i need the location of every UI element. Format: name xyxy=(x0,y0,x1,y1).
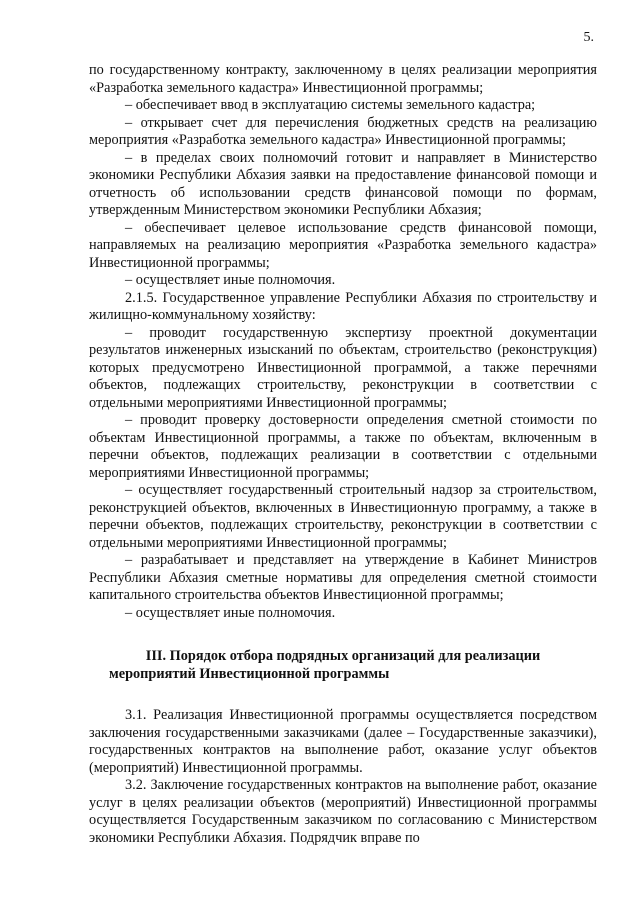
paragraphs-bottom xyxy=(89,707,597,847)
paragraph: 2.1.5. Государственное управление Республики Абхазия по строительству и жилищно-коммунальному хозяйству: xyxy=(89,289,597,323)
page-number: 5. xyxy=(583,30,594,45)
document-body xyxy=(89,62,597,847)
paragraph: 3.1. Реализация Инвестиционной программы осуществляется посредством заключения государственными заказчиками (далее – Государственные заказчики), государственных контрактов на выполнение работ, оказание услуг объектов (мероприятий) Инвестиционной программы. xyxy=(89,707,597,776)
paragraph: 3.2. Заключение государственных контрактов на выполнение работ, оказание услуг в целях реализации объектов (мероприятий) Инвестиционной программы осуществляется Государственным заказчиком по согласованию с Министерством экономики Республики Абхазия. Подрядчик вправе по xyxy=(89,777,597,846)
paragraph: – обеспечивает целевое использование средств финансовой помощи, направляемых на реализацию мероприятия «Разработка земельного кадастра» Инвестиционной программы; xyxy=(89,219,597,271)
paragraph: – разрабатывает и представляет на утверждение в Кабинет Министров Республики Абхазия сметные нормативы для определения сметной стоимости капитального строительства объектов Инвестиционной программы; xyxy=(89,552,597,603)
paragraphs-top xyxy=(89,62,597,622)
section-heading: III. Порядок отбора подрядных организаций для реализации мероприятий Инвестиционной программы xyxy=(109,648,541,682)
paragraph: – осуществляет иные полномочия. xyxy=(125,272,336,288)
paragraph: – осуществляет государственный строительный надзор за строительством, реконструкцией объектов, включенных в Инвестиционную программу, а также в перечни объектов, подлежащих строительству, реконструкции в соответствии с отдельными мероприятиями Инвестиционной программы; xyxy=(89,482,597,551)
paragraph: – проводит государственную экспертизу проектной документации результатов инженерных изысканий по объектам, строительство (реконструкция) которых предусмотрено Инвестиционной программой, а также перечнями объектов, подлежащих строительству, реконструкции в соответствии с отдельными мероприятиями Инвестиционной программы; xyxy=(89,324,597,411)
paragraph: – осуществляет иные полномочия. xyxy=(125,604,336,621)
paragraph: – проводит проверку достоверности определения сметной стоимости по объектам Инвестиционной программы, а также по объектам, включенным в перечни объектов, подлежащих реализации в соответствии с отдельными мероприятиями Инвестиционной программы; xyxy=(89,412,597,481)
paragraph: – в пределах своих полномочий готовит и направляет в Министерство экономики Республики Абхазия заявки на предоставление финансовой помощи и отчетность об использовании средств финансовой помощи по формам, утвержденным Министерством экономики Республики Абхазия; xyxy=(89,149,597,218)
paragraph: – открывает счет для перечисления бюджетных средств на реализацию мероприятия «Разработка земельного кадастра» Инвестиционной программы; xyxy=(89,114,597,148)
paragraph: по государственному контракту, заключенному в целях реализации мероприятия «Разработка земельного кадастра» Инвестиционной программы; xyxy=(89,62,597,96)
paragraph: – обеспечивает ввод в эксплуатацию системы земельного кадастра; xyxy=(125,97,536,113)
